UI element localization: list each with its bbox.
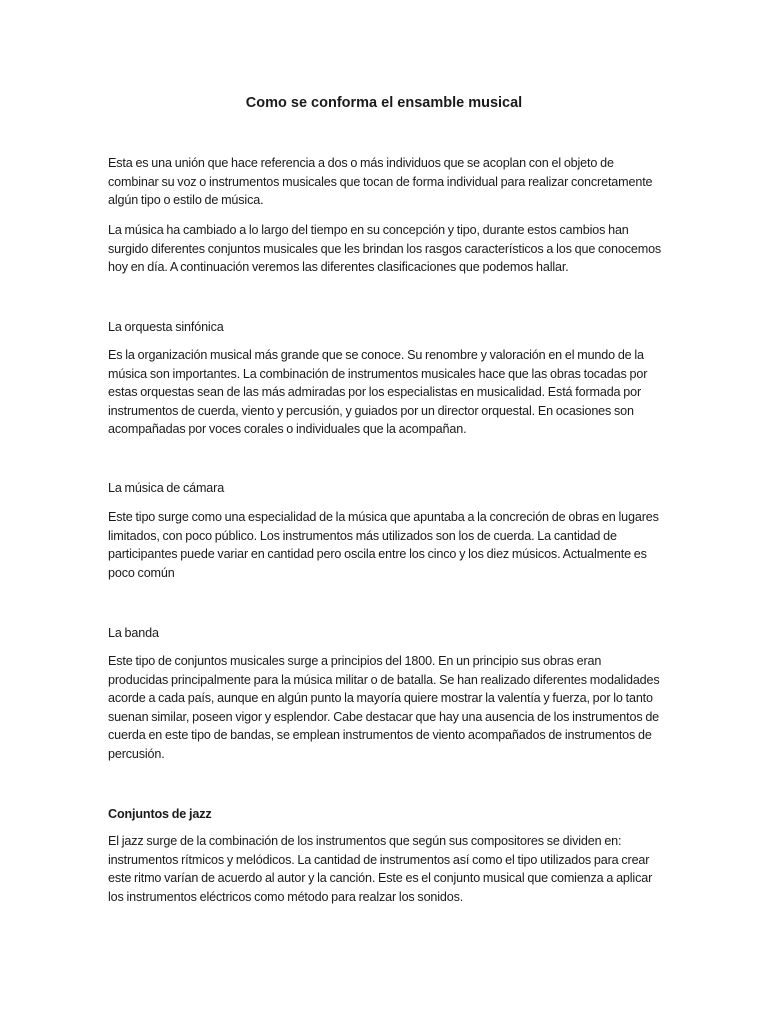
intro-paragraph-2: La música ha cambiado a lo largo del tiempo en su concepción y tipo, durante estos cambios han surgido diferentes conjuntos musicales que les brindan los rasgos característicos a los que conocemos hoy en día. A continuación veremos las diferentes clasificaciones que podemos hallar. — [108, 223, 662, 275]
section-heading-banda: La banda — [108, 626, 159, 640]
section-body-jazz: El jazz surge de la combinación de los instrumentos que según sus compositores se dividen en: instrumentos rítmicos y melódicos. La cantidad de instrumentos así como el tipo utilizados para crear este ritmo varían de acuerdo al autor y la canción. Este es el conjunto musical que comienza a aplicar los instrumentos eléctricos como método para realzar los sonidos. — [108, 834, 653, 904]
section-heading-camara: La música de cámara — [108, 481, 225, 495]
section-heading-orquesta: La orquesta sinfónica — [108, 320, 224, 334]
intro-paragraph-1: Esta es una unión que hace referencia a dos o más individuos que se acoplan con el objeto de combinar su voz o instrumentos musicales que tocan de forma individual para realizar concretamente algún tipo o estilo de música. — [108, 156, 653, 208]
section-body-banda: Este tipo de conjuntos musicales surge a principios del 1800. En un principio sus obras eran producidas principalmente para la música militar o de batalla. Se han realizado diferentes modalidades acorde a cada país, aunque en algún punto la mayoría quiere mostrar la valentía y fuerza, por lo tanto suenan similar, poseen vigor y esplendor. Cabe destacar que hay una ausencia de los instrumentos de cuerda en este tipo de bandas, se emplean instrumentos de viento acompañados de instrumentos de percusión. — [108, 654, 660, 761]
section-body-orquesta: Es la organización musical más grande que se conoce. Su renombre y valoración en el mundo de la música son importantes. La combinación de instrumentos musicales hace que las obras tocadas por estas orquestas sean de las más admiradas por los especialistas en musicalidad. Está formada por instrumentos de cuerda, viento y percusión, y guiados por un director orquestal. En ocasiones son acompañadas por voces corales o individuales que la acompañan. — [108, 348, 648, 437]
document-title: Como se conforma el ensamble musical — [245, 95, 523, 111]
section-body-camara: Este tipo surge como una especialidad de la música que apuntaba a la concreción de obras en lugares limitados, con poco público. Los instrumentos más utilizados son los de cuerda. La cantidad de participantes puede variar en cantidad pero oscila entre los cinco y los diez músicos. Actualmente es poco común — [108, 510, 659, 580]
section-heading-jazz: Conjuntos de jazz — [108, 807, 212, 821]
